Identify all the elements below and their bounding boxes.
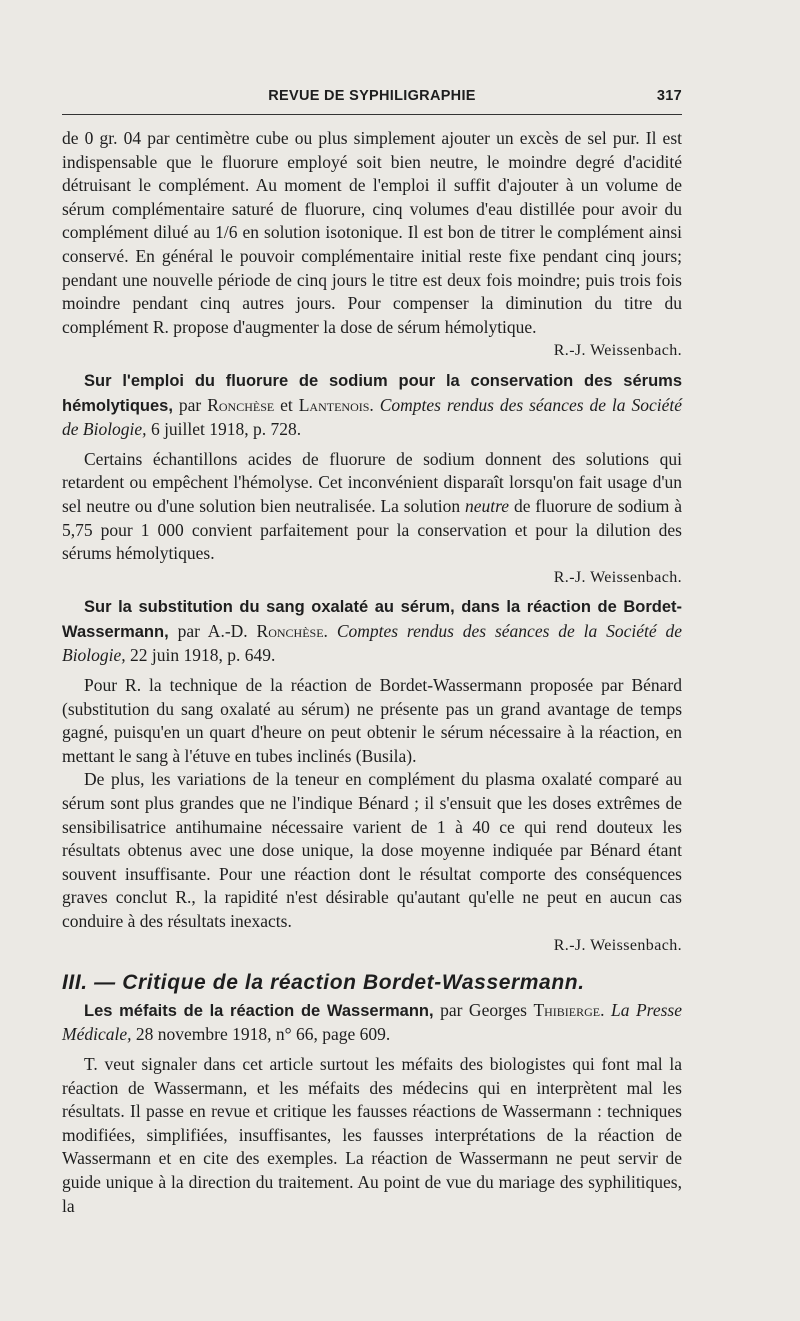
article2-by: par A.-D.: [177, 620, 248, 641]
article2-heading: [62, 595, 682, 668]
section-heading: III. — Critique de la réaction Bordet-Wassermann.: [62, 971, 585, 995]
article2-paragraph-2-text: De plus, les variations de la teneur en complément du plasma oxalaté comparé au sérum sont plus grandes que ne l'indique Bénard ; il s'ensuit que les doses extrêmes de sensibilisatrice antihumaine nécessaire varient de 1 à 40 ce qui rend douteux les résultats obtenus avec une dose unique, la dose moyenne indiquée par Bénard étant souvent insuffisante. Pour une réaction dont le résultat comporte des conséquences graves conclut R., la rapidité n'est désirable qu'autant qu'elle ne peut en aucun cas conduire à des résultats inexacts.: [62, 769, 682, 931]
article1-body-italic: neutre: [465, 495, 510, 516]
article1-heading: [62, 369, 682, 442]
article2-title: Sur la substitution du sang oxalaté au sérum, dans la réaction de Bordet-Wassermann,: [62, 598, 682, 641]
intro-signature: R.-J. Weissenbach.: [553, 342, 682, 360]
article3-by: par Georges: [440, 999, 527, 1020]
page-number: 317: [656, 88, 682, 104]
article1-date: 6 juillet 1918, p. 728.: [150, 419, 302, 440]
article2-author: Ronchèse.: [256, 620, 328, 641]
article1-author2: Lantenois.: [298, 394, 374, 415]
article3-body: T. veut signaler dans cet article surtout les méfaits des biologistes qui font mal la réaction de Wassermann, et les méfaits des médecins qui en interprètent mal les résultats. Il passe en revue et critique les fausses réactions de Wassermann : techniques modifiées, simplifiées, insuffisantes, les fausses interprétations de la réaction de Wassermann et en cite des exemples. La réaction de Wassermann ne peut servir de guide unique à la direction du traitement. Au point de vue du mariage des syphilitiques, la: [62, 1053, 682, 1216]
article3-heading: [62, 999, 682, 1047]
intro-paragraph: [62, 127, 682, 363]
article1-body-before: Certains échantillons acides de fluorure de sodium donnent des solutions qui retardent ou empêchent l'hémolyse. Cet inconvénient disparaît lorsqu'on fait usage d'un sel neutre ou d'une solution bien neutralisée. La solution: [62, 448, 682, 516]
article3-title: Les méfaits de la réaction de Wassermann,: [84, 1001, 434, 1020]
article1-title: Sur l'emploi du fluorure de sodium pour la conservation des sérums hémolytiques,: [62, 371, 682, 415]
page-content: [62, 127, 682, 1218]
article1-by: par: [178, 394, 202, 415]
article1-body: [62, 448, 682, 590]
running-header: [62, 84, 682, 115]
article2-paragraph-2: [62, 768, 682, 957]
article1-and: et: [280, 394, 293, 415]
intro-text: de 0 gr. 04 par centimètre cube ou plus simplement ajouter un excès de sel pur. Il est indispensable que le fluorure employé soit bien neutre, le moindre degré d'acidité détruisant le complément. Au moment de l'emploi il suffit d'ajouter à un volume de sérum complémentaire saturé de fluorure, cinq volumes d'eau distillée pour avoir du complément dilué au 1/6 en solution isotonique. Il est bon de titrer le complément ainsi conservé. En général le pouvoir complémentaire initial reste fixe pendant cinq jours; pendant une nouvelle période de cinq jours le titre est deux fois moindre; puis trois fois moindre pendant cinq autres jours. Pour compenser la diminution du titre du complément R. propose d'augmenter la dose de sérum hémolytique.: [62, 128, 682, 337]
article2-signature: R.-J. Weissenbach.: [553, 936, 682, 954]
article1-citation: Comptes rendus des séances de la Société de Biologie,: [62, 394, 682, 440]
article1-body-after: de fluorure de sodium à 5,75 pour 1 000 convient parfaitement pour la conservation et pour la dilution des sérums hémolytiques.: [62, 495, 683, 564]
article3-author: Thibierge.: [533, 999, 605, 1020]
article3-date: 28 novembre 1918, n° 66, page 609.: [135, 1024, 391, 1045]
article2-citation: Comptes rendus des séances de la Société de Biologie,: [62, 620, 683, 666]
article2-paragraph-1: Pour R. la technique de la réaction de Bordet-Wassermann proposée par Bénard (substitution du sang oxalaté au sérum) ne présente pas un grand avantage de temps gagné, puisqu'en un quart d'heure on peut obtenir le sérum nécessaire à la réaction, en mettant le sang à l'étuve en tubes inclinés (Busila).: [62, 675, 682, 766]
article1-author1: Ronchèse: [207, 394, 275, 415]
article3-citation: La Presse Médicale,: [62, 999, 682, 1045]
article1-signature: R.-J. Weissenbach.: [553, 568, 682, 586]
journal-title: REVUE DE SYPHILIGRAPHIE: [268, 88, 476, 104]
article2-date: 22 juin 1918, p. 649.: [130, 645, 276, 666]
